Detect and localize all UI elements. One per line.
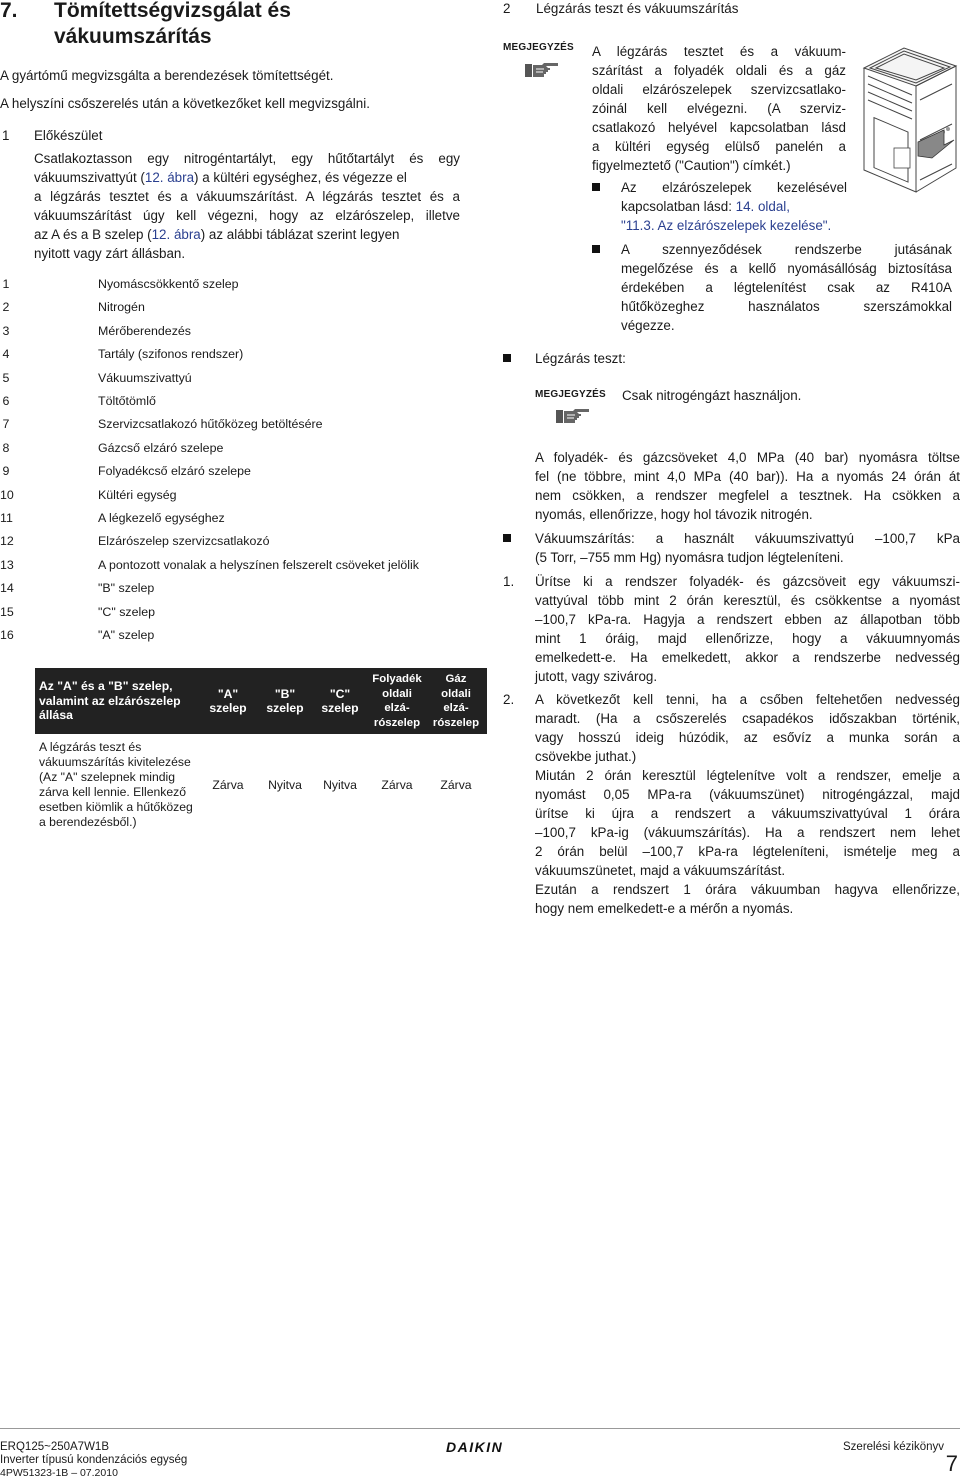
legend-text: "A" szelep: [98, 628, 155, 642]
vacuum-drying-line: Vákuumszárítás: a használt vákuumszivattyú –100,7 kPa: [535, 531, 960, 546]
table-header-cell: Az "A" és a "B" szelep, valamint az elzárószelep állása: [35, 668, 197, 734]
step2-heading: Légzárás teszt és vákuumszárítás: [536, 1, 739, 16]
table-header-row: [35, 668, 487, 734]
legend-number: 7: [2, 417, 10, 432]
legend-text: Nyomáscsökkentő szelep: [98, 277, 239, 291]
legend-text: Nitrogén: [98, 300, 145, 315]
bullet-2-line: hűtőközeghez használatos szerszámokkal: [621, 299, 952, 314]
table-header-cell: Folyadék oldali elzá- rószelep: [369, 668, 425, 734]
legend-number: 14: [0, 581, 14, 596]
legend-number: 13: [0, 557, 14, 572]
legend-text: "B" szelep: [98, 581, 155, 596]
figure-link[interactable]: 12. ábra: [151, 227, 201, 242]
legend-text: Elzárószelep szervizcsatlakozó: [98, 534, 270, 549]
bullet-2-line: végezze.: [621, 318, 675, 333]
legend-text: Gázcső elzáró szelepe: [98, 440, 224, 455]
legend-number: 8: [2, 440, 10, 455]
outdoor-unit-illustration: [856, 40, 960, 210]
legend-number: 9: [2, 464, 10, 479]
legend-number: 4: [2, 347, 10, 362]
table-row: [35, 734, 487, 836]
intro-paragraph-1: A gyártómű megvizsgálta a berendezések tömítettségét.: [0, 68, 334, 83]
bullet-2-line: A szennyeződések rendszerbe jutásának: [621, 242, 952, 257]
step1-number: 1: [2, 128, 10, 143]
legend-text: Tartály (szifonos rendszer): [98, 347, 244, 362]
valve-position-table: [35, 668, 487, 836]
legend-text: Vákuumszivattyú: [98, 370, 192, 385]
table-header-cell: "A" szelep: [197, 668, 259, 734]
page-link[interactable]: 14. oldal,: [735, 199, 790, 214]
step1-line: a légzárás tesztet és a vákuumszárítást. A légzárás tesztet és a: [34, 189, 460, 204]
bullet-icon: [503, 534, 511, 542]
table-cell: Zárva: [212, 777, 244, 792]
legend-text: Folyadékcső elzáró szelepe: [98, 464, 251, 479]
legend-number: 15: [0, 604, 14, 619]
pointing-hand-icon: [524, 60, 560, 80]
legend-number: 3: [2, 323, 10, 338]
bullet-icon: [592, 183, 600, 191]
table-cell: A légzárás teszt és vákuumszárítás kivitelezése (Az "A" szelepnek mindig zárva kell lennie. Ellenkező esetben kiömlik a hűtőközeg a berendezésből.): [39, 740, 193, 829]
bullet-2-line: megelőzése és a kellő nyomásállóság biztosítása: [621, 261, 952, 276]
legend-text: Mérőberendezés: [98, 323, 191, 338]
step-number: 1.: [503, 574, 515, 589]
footer-doc-number: 4PW51323-1B – 07.2010: [0, 1467, 118, 1479]
intro-paragraph-2: A helyszíni csőszerelés után a következőket kell megvizsgálni.: [0, 96, 370, 111]
table-cell: Zárva: [440, 777, 472, 792]
step1-line: nyitott vagy zárt állásban.: [34, 246, 186, 261]
legend-text: A légkezelő egységhez: [98, 511, 225, 525]
table-cell: Zárva: [381, 777, 413, 792]
legend-number: 2: [2, 300, 10, 315]
section-number: 7.: [0, 0, 18, 22]
legend-number: 16: [0, 628, 14, 642]
table-header-cell: Gáz oldali elzá- rószelep: [425, 668, 487, 734]
legend-text: Kültéri egység: [98, 487, 177, 502]
legend-number: 6: [2, 394, 10, 408]
step1-line: vákuumszárítást úgy kell végezni, hogy az elzárószelep, illetve: [34, 208, 460, 223]
bullet-icon: [503, 354, 511, 362]
brand-logo: DAIKIN: [446, 1439, 504, 1455]
note-2: Csak nitrogéngázt használjon.: [622, 388, 802, 403]
step2-number: 2: [503, 1, 511, 16]
section-link[interactable]: "11.3. Az elzárószelepek kezelése".: [621, 218, 832, 233]
note-label: MEGJEGYZÉS: [503, 42, 574, 53]
vacuum-drying-line: (5 Torr, –755 mm Hg) nyomásra tudjon légteleníteni.: [535, 550, 844, 565]
legend-text: Töltőtömlő: [98, 394, 156, 408]
airtight-test-heading: Légzárás teszt:: [535, 351, 626, 366]
step-number: 2.: [503, 692, 515, 707]
table-header-cell: "C" szelep: [311, 668, 369, 734]
table-cell: Nyitva: [268, 777, 302, 792]
step1-heading: Előkészület: [34, 128, 103, 143]
bullet-icon: [592, 245, 600, 253]
footer-model: ERQ125~250A7W1B: [0, 1441, 109, 1453]
bullet-1-line: kapcsolatban lásd: 14. oldal,: [621, 199, 790, 214]
legend-number: 10: [0, 487, 14, 502]
figure-link[interactable]: 12. ábra: [144, 170, 195, 185]
legend-text: Szervizcsatlakozó hűtőközeg betöltésére: [98, 417, 323, 432]
footer-manual-title: Szerelési kézikönyv: [843, 1441, 944, 1453]
legend-text: A pontozott vonalak a helyszínen felszerelt csöveket jelölik: [98, 557, 419, 572]
section-title-text: Tömítettségvizsgálat és vákuumszárítás: [54, 0, 291, 48]
legend-number: 11: [0, 511, 13, 525]
legend-number: 12: [0, 534, 14, 549]
step1-line: vákuumszivattyút (12. ábra) a kültéri egységhez, és végezze el: [34, 170, 407, 185]
table-header-cell: "B" szelep: [259, 668, 311, 734]
note-label: MEGJEGYZÉS: [535, 389, 606, 400]
legend-number: 5: [2, 370, 10, 385]
bullet-2-line: érdekében a légtelenítést csak az R410A: [621, 280, 952, 295]
legend-text: "C" szelep: [98, 604, 156, 619]
footer-divider: [0, 1428, 960, 1429]
bullet-1-line: Az elzárószelepek kezelésével: [621, 180, 847, 195]
pointing-hand-icon: [555, 406, 591, 426]
page-number: 7: [945, 1451, 958, 1476]
table-cell: Nyitva: [323, 777, 357, 792]
step1-line: Csatlakoztasson egy nitrogéntartályt, egy hűtőtartályt és egy: [34, 151, 460, 166]
legend-number: 1: [2, 277, 10, 291]
step1-line: az A és a B szelep (12. ábra) az alábbi táblázat szerint legyen: [34, 227, 400, 242]
footer-product: Inverter típusú kondenzációs egység: [0, 1454, 188, 1466]
